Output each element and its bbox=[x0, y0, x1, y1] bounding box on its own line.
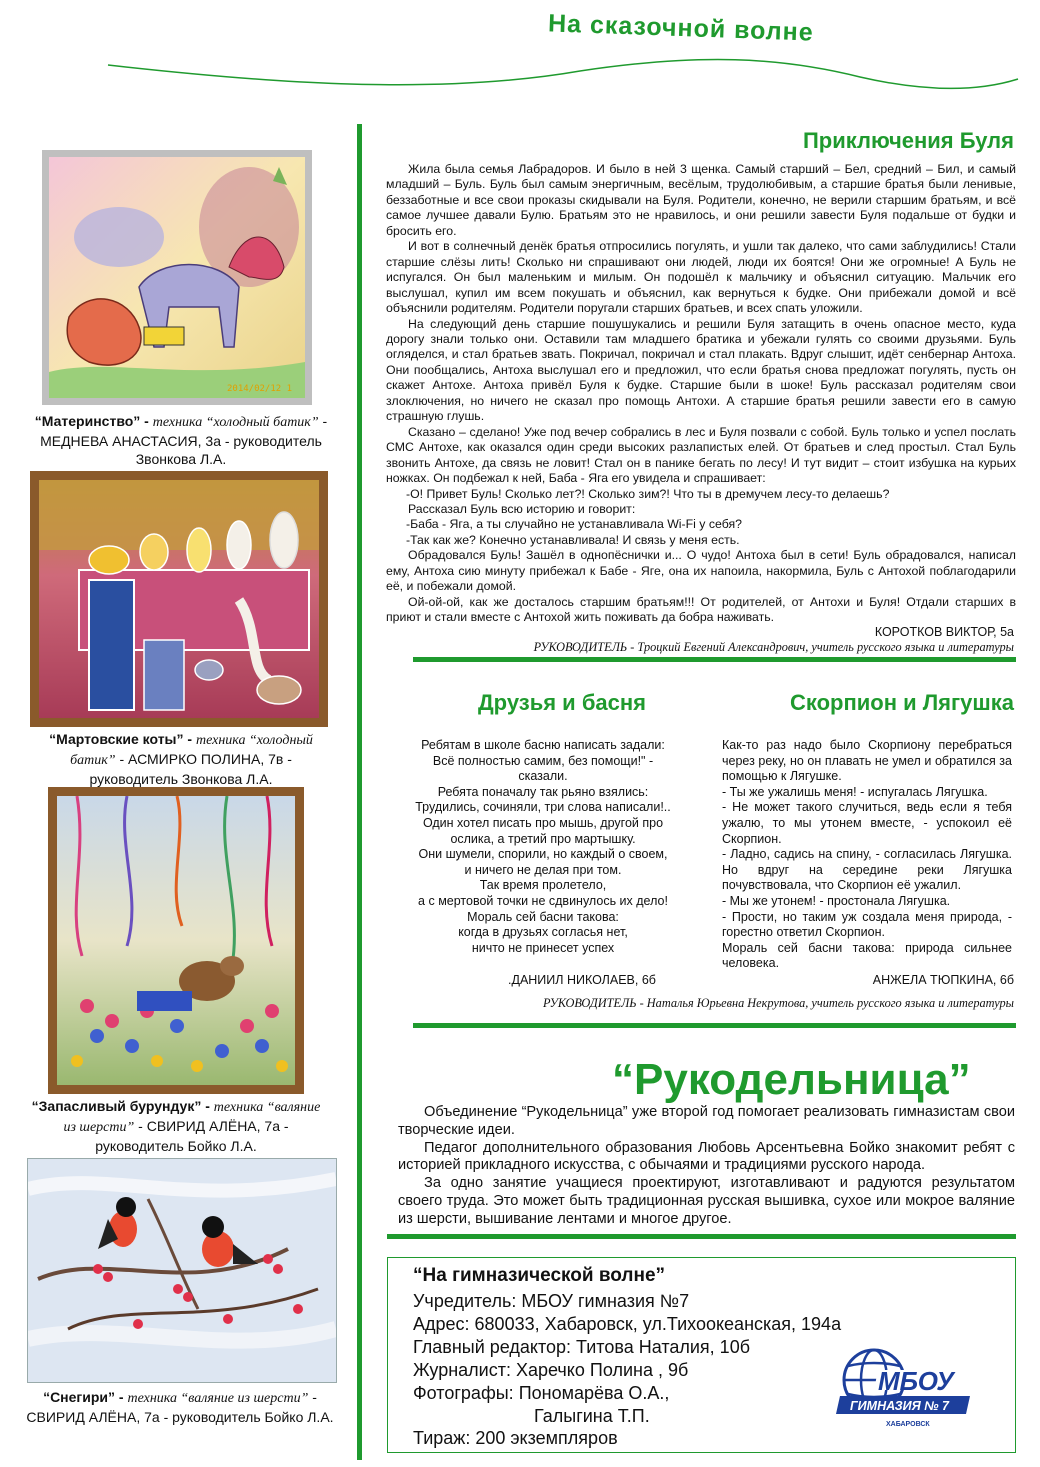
imprint-editor: Главный редактор: Титова Наталия, 10б bbox=[413, 1337, 751, 1357]
rukodelnitsa-text bbox=[398, 1104, 1015, 1229]
leader-label: РУКОВОДИТЕЛЬ bbox=[543, 996, 637, 1010]
poem-line: Так время пролетело, bbox=[479, 878, 607, 893]
photo-date-stamp: 2014/02/12 1 bbox=[227, 384, 293, 394]
leader-label: РУКОВОДИТЕЛЬ bbox=[533, 640, 628, 654]
poem-line: Мораль сей басни такова: bbox=[467, 909, 619, 924]
story-leader bbox=[534, 640, 1014, 655]
story-paragraph: Сказано – сделано! Уже под вечер собрались в лес и Буля позвали с собой. Буль только и успел послать СМС Антохе, как оказался один среди высоких разлапистых елей. От братьев и след простыл. Стал Буль звонить Антохе, да связь не ловит! Стал он в панике бегать по лесу! И тут видит – стоит избушка на курьих ножках. Он подбежал к ней, Баба - Яга его увидела и спрашивает: bbox=[386, 424, 1016, 486]
artwork-caption bbox=[20, 1388, 340, 1426]
imprint-circulation: Тираж: 200 экземпляров bbox=[413, 1428, 618, 1448]
poem-line: и ничего не делая при том. bbox=[464, 862, 622, 877]
fable-paragraph: - Не может такого случиться, ведь если я тебя ужалю, то мы утонем вместе, - успокоил её Скорпион. bbox=[722, 800, 1012, 846]
poem-line: Всё полностью самим, без помощи!" - bbox=[432, 753, 654, 768]
imprint-title: “На гимназической волне” bbox=[413, 1265, 666, 1286]
artwork-technique: техника “валяние из шерсти” bbox=[127, 1391, 309, 1406]
artwork-author: - СВИРИД АЛЁНА, 7а - руководитель Бойко Л.А. bbox=[26, 1389, 334, 1425]
section-divider bbox=[387, 1234, 1016, 1239]
story-paragraph: -Баба - Яга, а ты случайно не устанавливала Wi-Fi у себя? bbox=[406, 517, 742, 532]
fable-paragraph: - Прости, но таким уж создала меня природа, - горестно ответил Скорпион. bbox=[722, 909, 1012, 940]
rukodelnitsa-paragraph: Педагог дополнительного образования Любовь Арсентьевна Бойко знакомит ребят с историей прикладного искусства, с обычаями и традициями русского народа. bbox=[398, 1139, 1015, 1174]
leader-name: - Троцкий Евгений Александрович, учитель русского языка и литературы bbox=[627, 640, 1014, 654]
header-wave-decoration bbox=[100, 35, 1025, 95]
artwork-martovskie-koty-image bbox=[30, 471, 328, 727]
fable-paragraph: - Мы же утонем! - простонала Лягушка. bbox=[722, 893, 951, 908]
story-paragraph: -Так как же? Конечно устанавливала! И связь у меня есть. bbox=[406, 532, 740, 547]
fable-paragraph: - Ладно, садись на спину, - согласилась Лягушка. Но вдруг на середине реки Лягушка почувствовала, что Скорпион её ужалил. bbox=[722, 847, 1012, 893]
poem-line: Ребята поначалу так рьяно взялись: bbox=[437, 784, 649, 799]
poem-author: .ДАНИИЛ НИКОЛАЕВ, 6б bbox=[508, 973, 656, 987]
school-logo bbox=[836, 1342, 976, 1434]
section-divider bbox=[413, 657, 1016, 662]
imprint-photographers-cont: Галыгина Т.П. bbox=[534, 1406, 650, 1426]
fable-title: Скорпион и Лягушка bbox=[789, 690, 1014, 715]
fable-author: АНЖЕЛА ТЮПКИНА, 6б bbox=[872, 973, 1014, 987]
artwork-technique: техника “холодный батик” bbox=[152, 415, 319, 430]
logo-main-text: МБОУ bbox=[878, 1366, 954, 1396]
poem-title: Друзья и басня bbox=[478, 690, 646, 715]
artwork-title: “Мартовские коты” bbox=[49, 731, 184, 747]
imprint-journalist: Журналист: Харечко Полина , 9б bbox=[413, 1360, 689, 1380]
page-header-title: На сказочной волне bbox=[547, 9, 815, 47]
story-author: КОРОТКОВ ВИКТОР, 5а bbox=[874, 625, 1014, 639]
artwork-materinstvo-image bbox=[42, 150, 312, 405]
leader-name: - Наталья Юрьевна Некрутова, учитель русского языка и литературы bbox=[636, 996, 1014, 1010]
poem-line: Один хотел писать про мышь, другой про bbox=[422, 815, 664, 830]
story-paragraph: Ой-ой-ой, как же досталось старшим братьям!!! От родителей, от Антохи и Буля! Отдали старших в приют и стали вместе с Антохой жить поживать да бобра наживать. bbox=[386, 594, 1016, 625]
poem-line: Они шумели, спорили, но каждый о своем, bbox=[418, 847, 668, 862]
artwork-caption bbox=[30, 412, 332, 468]
artwork-author: - МЕДНЕВА АНАСТАСИЯ, 3а - руководитель Звонкова Л.А. bbox=[40, 413, 328, 467]
section-divider bbox=[413, 1023, 1016, 1028]
artwork-title: “Запасливый бурундук” bbox=[31, 1098, 202, 1114]
separator: - bbox=[183, 731, 196, 747]
poem-line: Ребятам в школе басню написать задали: bbox=[421, 738, 665, 752]
artwork-title: “Материнство” bbox=[34, 413, 141, 429]
artwork-caption bbox=[28, 1097, 324, 1155]
imprint-founder: Учредитель: МБОУ гимназия №7 bbox=[413, 1291, 690, 1311]
fable-paragraph: - Ты же ужалишь меня! - испугалась Лягушка. bbox=[722, 784, 988, 799]
fable-paragraph: Как-то раз надо было Скорпиону перебраться через реку, но он плавать не умел и обратился за помощью к Лягушке. bbox=[722, 738, 1012, 784]
poem-line: ничто не принесет успех bbox=[471, 940, 615, 955]
fable-paragraph: Мораль сей басни такова: природа сильнее человека. bbox=[722, 940, 1012, 971]
story-paragraph: -О! Привет Буль! Сколько лет?! Сколько зим?! Что ты в дремучем лесу-то делаешь? bbox=[406, 486, 890, 501]
fable-leader bbox=[543, 996, 1014, 1011]
story-paragraph: Жила была семья Лабрадоров. И было в ней 3 щенка. Самый старший – Бел, средний – Бил, и самый младший – Буль. Буль был самым энергичным, весёлым, трудолюбивым, а старшие братья были ленивые, беззаботные и все свои проказы скидывали на Буля. Родители, конечно, не верили старшим братьям, и всё самое лучшее давали Булю. Братьям это не нравилось, и они решили завести Буля подальше от будки и бросить его. bbox=[386, 162, 1016, 238]
artwork-zapaslivy-burunduk-image bbox=[48, 787, 304, 1094]
poem-text bbox=[388, 738, 698, 956]
fable-text bbox=[722, 738, 1012, 972]
story-title: Приключения Буля bbox=[802, 128, 1014, 153]
rukodelnitsa-paragraph: Объединение “Рукодельница” уже второй год помогает реализовать гимназистам свои творческие идеи. bbox=[398, 1104, 1015, 1138]
story-paragraph: Рассказал Буль всю историю и говорит: bbox=[408, 501, 636, 516]
separator: - bbox=[140, 413, 153, 429]
artwork-technique: техника “валяние из шерсти” bbox=[63, 1100, 321, 1135]
imprint-photographers: Фотографы: Пономарёва О.А., bbox=[413, 1383, 670, 1403]
column-divider bbox=[357, 124, 362, 1460]
artwork-author: - СВИРИД АЛЁНА, 7а - руководитель Бойко Л.А. bbox=[95, 1118, 289, 1154]
logo-gymnasium-text: ГИМНАЗИЯ № 7 bbox=[850, 1399, 950, 1413]
rukodelnitsa-title: “Рукодельница” bbox=[612, 1055, 971, 1104]
poem-line: Трудились, сочиняли, три слова написали!.. bbox=[415, 800, 671, 815]
separator: - bbox=[115, 1389, 128, 1405]
artwork-technique: техника “холодный батик” bbox=[70, 733, 313, 768]
story-paragraph: Обрадовался Буль! Зашёл в однопёснички и... О чудо! Антоха был в сети! Буль обрадовался, написал ему, Антоха сию минуту прибежал к Бабе - Яге, она их напоила, накормила, Буль с Антохой поблагодарили её, и побежали домой. bbox=[386, 548, 1016, 594]
artwork-author: - АСМИРКО ПОЛИНА, 7в - руководитель Звонкова Л.А. bbox=[89, 751, 292, 787]
imprint-address: Адрес: 680033, Хабаровск, ул.Тихоокеанская, 194а bbox=[413, 1314, 842, 1334]
poem-line: сказали. bbox=[518, 769, 568, 784]
artwork-snegiri-image bbox=[27, 1158, 337, 1383]
artwork-caption bbox=[30, 730, 332, 788]
poem-line: а с мертовой точки не сдвинулось их дело! bbox=[418, 893, 668, 908]
story-text bbox=[386, 162, 1016, 626]
poem-line: когда в друзьях согласья нет, bbox=[458, 925, 628, 940]
poem-line: ослика, а третий про мартышку. bbox=[450, 831, 636, 846]
separator: - bbox=[201, 1098, 214, 1114]
artwork-title: “Снегири” bbox=[43, 1389, 116, 1405]
story-paragraph: И вот в солнечный денёк братья отпросились погулять, и ушли так далеко, что сами заблудились! Стали старшие слёзы лить! Сколько ни спрашивают они людей, люди их боятся! Они же огромные! А Буль не испугался. Он был маленьким и милым. Он подошёл к мальчику и объяснил ситуацию. Мальчик его выслушал, купил им всем покушать и объяснил, как вернуться к будке. Они прибежали домой и всё объяснили родителям. Родители поругали старших братьев, и всех спать уложили. bbox=[386, 239, 1016, 316]
rukodelnitsa-paragraph: За одно занятие учащиеся проектируют, изготавливают и радуются результатом своего труда. Это может быть традиционная русская вышивка, сухое или мокрое валяние из шерсти, вышивание лентами и многое другое. bbox=[398, 1175, 1015, 1227]
story-paragraph: На следующий день старшие пошушукались и решили Буля затащить в очень опасное место, куда дорогу знали только они. Оставили там младшего братика и убежали гулять со своими друзьями. Буль огляделся, и стал братьев звать. Покричал, покричал и стал плакать. Вдруг слышит, идёт сенбернар Антоха. Они пообщались, Антоха выслушал его и предложил, что если братья снова предложат погулять, пусть он скажет Антохе. Антоха привёл Буля к будке. Старшие были в шоке! Буль рассказал родителям свои злоключения, но ничего не сказал про помощь Антохи. А старшие братья решили завести его в самую страшную глушь. bbox=[386, 316, 1016, 424]
logo-city-text: ХАБАРОВСК bbox=[886, 1421, 930, 1428]
